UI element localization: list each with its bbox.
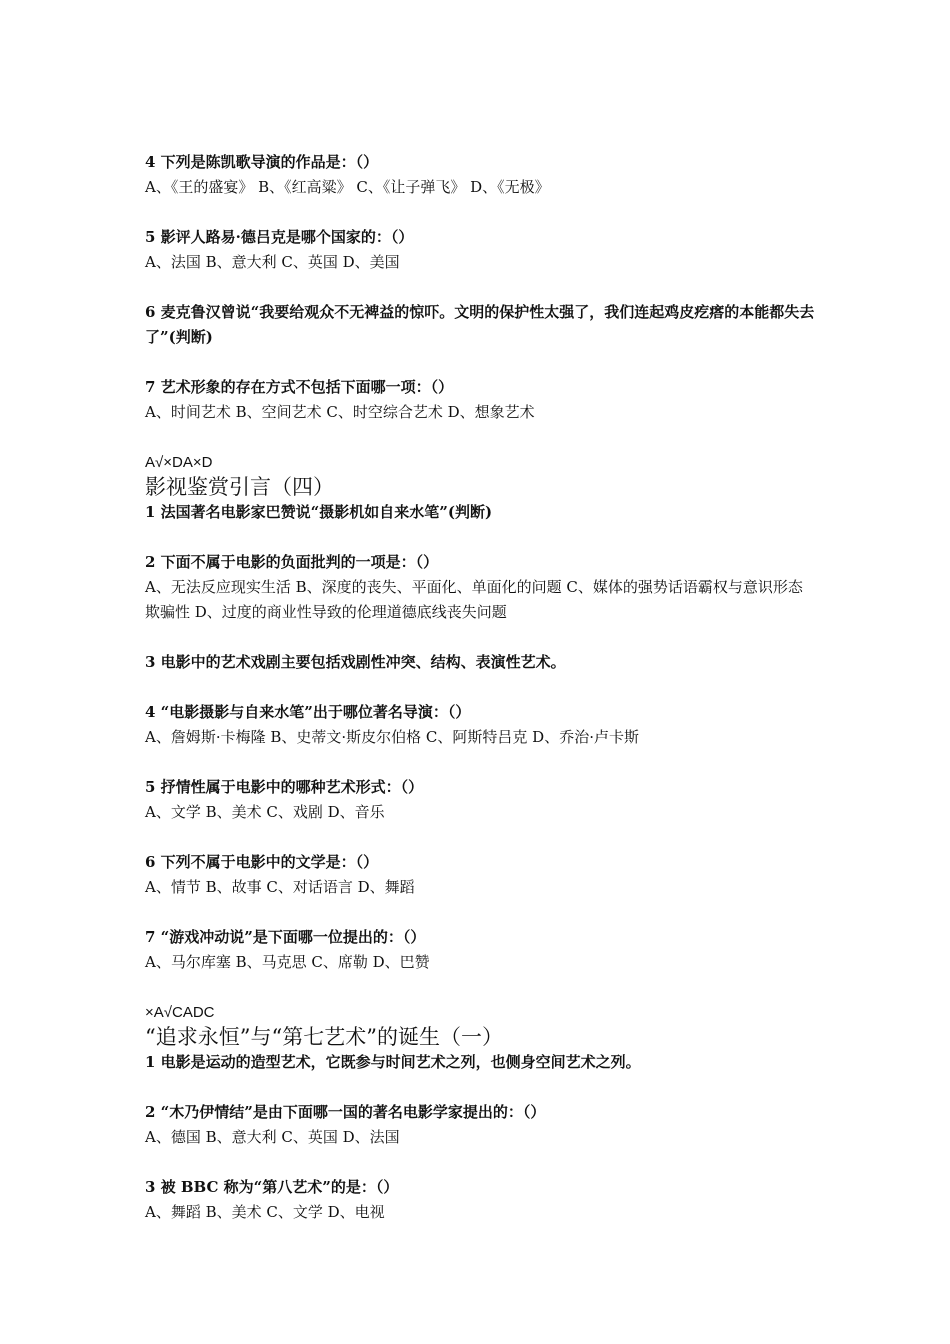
question-text: 6 下列不属于电影中的文学是：（）: [145, 853, 379, 871]
answer-options: A、舞蹈 B、美术 C、文学 D、电视: [145, 1203, 385, 1221]
section-heading: 影视鉴赏引言（四）: [145, 475, 334, 499]
question-text: 5 抒情性属于电影中的哪种艺术形式：（）: [145, 778, 424, 796]
answer-key: A√×DA×D: [145, 454, 213, 471]
question-text: 4 “电影摄影与自来水笔”出于哪位著名导演：（）: [145, 703, 471, 721]
question-text: 1 法国著名电影家巴赞说“摄影机如自来水笔”(判断): [145, 503, 493, 521]
answer-options: A、文学 B、美术 C、戏剧 D、音乐: [145, 803, 385, 821]
question-text: 3 被 BBC 称为“第八艺术”的是：（）: [145, 1178, 399, 1196]
question-text: 1 电影是运动的造型艺术，它既参与时间艺术之列，也侧身空间艺术之列。: [145, 1053, 641, 1071]
question-text: 5 影评人路易·德吕克是哪个国家的：（）: [145, 228, 414, 246]
question-text: 2 “木乃伊情结”是由下面哪一国的著名电影学家提出的：（）: [145, 1103, 546, 1121]
question-text: 4 下列是陈凯歌导演的作品是：（）: [145, 153, 379, 171]
answer-options: A、马尔库塞 B、马克思 C、席勒 D、巴赞: [145, 953, 430, 971]
question-text: 7 艺术形象的存在方式不包括下面哪一项：（）: [145, 378, 454, 396]
answer-options: A、无法反应现实生活 B、深度的丧失、平面化、单面化的问题 C、媒体的强势话语霸权与意识形态欺骗性 D、过度的商业性导致的伦理道德底线丧失问题: [145, 578, 803, 621]
answer-options: A、《王的盛宴》 B、《红高粱》 C、《让子弹飞》 D、《无极》: [145, 178, 550, 196]
question-text: 3 电影中的艺术戏剧主要包括戏剧性冲突、结构、表演性艺术。: [145, 653, 566, 671]
question-text: 2 下面不属于电影的负面批判的一项是：（）: [145, 553, 439, 571]
document-page: [145, 150, 815, 1225]
question-text: 6 麦克鲁汉曾说“我要给观众不无裨益的惊吓。文明的保护性太强了，我们连起鸡皮疙瘩的本能都失去了”(判断): [145, 303, 815, 346]
answer-options: A、德国 B、意大利 C、英国 D、法国: [145, 1128, 400, 1146]
section-heading: “追求永恒”与“第七艺术”的诞生（一）: [145, 1025, 503, 1049]
answer-options: A、詹姆斯·卡梅隆 B、史蒂文·斯皮尔伯格 C、阿斯特吕克 D、乔治·卢卡斯: [145, 728, 639, 746]
answer-options: A、情节 B、故事 C、对话语言 D、舞蹈: [145, 878, 415, 896]
answer-options: A、时间艺术 B、空间艺术 C、时空综合艺术 D、想象艺术: [145, 403, 535, 421]
answer-options: A、法国 B、意大利 C、英国 D、美国: [145, 253, 400, 271]
question-text: 7 “游戏冲动说”是下面哪一位提出的：（）: [145, 928, 426, 946]
answer-key: ×A√CADC: [145, 1004, 215, 1021]
